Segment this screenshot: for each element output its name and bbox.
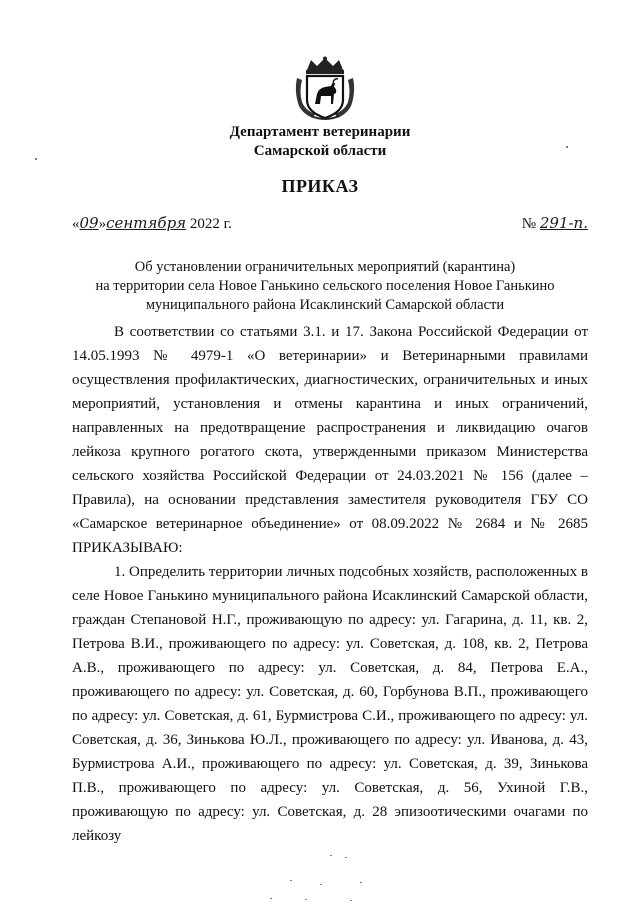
- number-prefix: №: [521, 216, 537, 232]
- scan-speck: [320, 884, 322, 885]
- scan-speck: [345, 857, 347, 858]
- scan-speck: [360, 882, 362, 883]
- date-year: 2022 г.: [189, 216, 232, 232]
- subject-line2: на территории села Новое Ганькино сельского поселения Новое Ганькино: [95, 278, 555, 294]
- subject-line1: Об установлении ограничительных мероприятий (карантина): [134, 259, 516, 275]
- document-title: ПРИКАЗ: [281, 176, 359, 196]
- document-number: [522, 214, 588, 233]
- number-value: 291-п.: [539, 214, 588, 232]
- scan-speck: [350, 900, 352, 901]
- date-month: сентября: [106, 214, 187, 232]
- scan-speck: [35, 158, 37, 160]
- scan-speck: [270, 898, 272, 899]
- subject-line3: муниципального района Исаклинский Самарской области: [145, 297, 505, 313]
- clause-1-paragraph: 1. Определить территории личных подсобных хозяйств, расположенных в селе Новое Ганькино муниципального района Исаклинский Самарской области, граждан Степановой Н.Г., проживающую по адресу: ул. Гагарина, д. 11, кв. 2, Петрова В.И., проживающего по адресу: ул. Советская, д. 108, кв. 2, Петрова А.В., проживающего по адресу: ул. Советская, д. 84, Петрова Е.А., проживающего по адресу: ул. Советская, д. 60, Горбунова В.П., проживающего по адресу: ул. Советская, д. 61, Бурмистрова С.И., проживающего по адресу: ул. Советская, д. 36, Зинькова Ю.Л., проживающего по адресу: ул. Иванова, д. 43, Бурмистрова А.И., проживающего по адресу: ул. Советская, д. 39, Зинькова П.В., проживающего по адресу: ул. Советская, д. 56, Ухиной Г.В., проживающую по адресу: ул. Советская, д. 28 эпизоотическими очагами по лейкозу: [72, 564, 588, 844]
- order-body: [72, 320, 588, 848]
- date-day: 09: [79, 214, 99, 232]
- order-subject: [60, 258, 590, 315]
- scan-speck: [330, 855, 332, 856]
- preamble-paragraph: В соответствии со статьями 3.1. и 17. Закона Российской Федерации от 14.05.1993 № 4979-1 «О ветеринарии» и Ветеринарными правилами осуществления профилактических, диагностических, ограничительных и иных мероприятий, установления и отмены карантина и иных ограничений, направленных на предотвращение распространения и ликвидацию очагов лейкоза крупного рогатого скота, утвержденными приказом Министерства сельского хозяйства Российской Федерации от 24.03.2021 № 156 (далее – Правила), на основании представления заместителя руководителя ГБУ СО «Самарское ветеринарное объединение» от 08.09.2022 № 2684 и № 2685 ПРИКАЗЫВАЮ:: [72, 324, 588, 556]
- document-date: [72, 214, 232, 233]
- date-open-quote: «: [72, 216, 80, 232]
- department-name-line2: Самарской области: [253, 143, 387, 159]
- scan-speck: [290, 880, 292, 881]
- coat-of-arms-icon: [293, 56, 357, 122]
- scan-speck: [305, 899, 307, 900]
- date-close-quote: »: [98, 216, 107, 232]
- scan-speck: [566, 146, 568, 148]
- department-name-line1: Департамент ветеринарии: [229, 124, 411, 140]
